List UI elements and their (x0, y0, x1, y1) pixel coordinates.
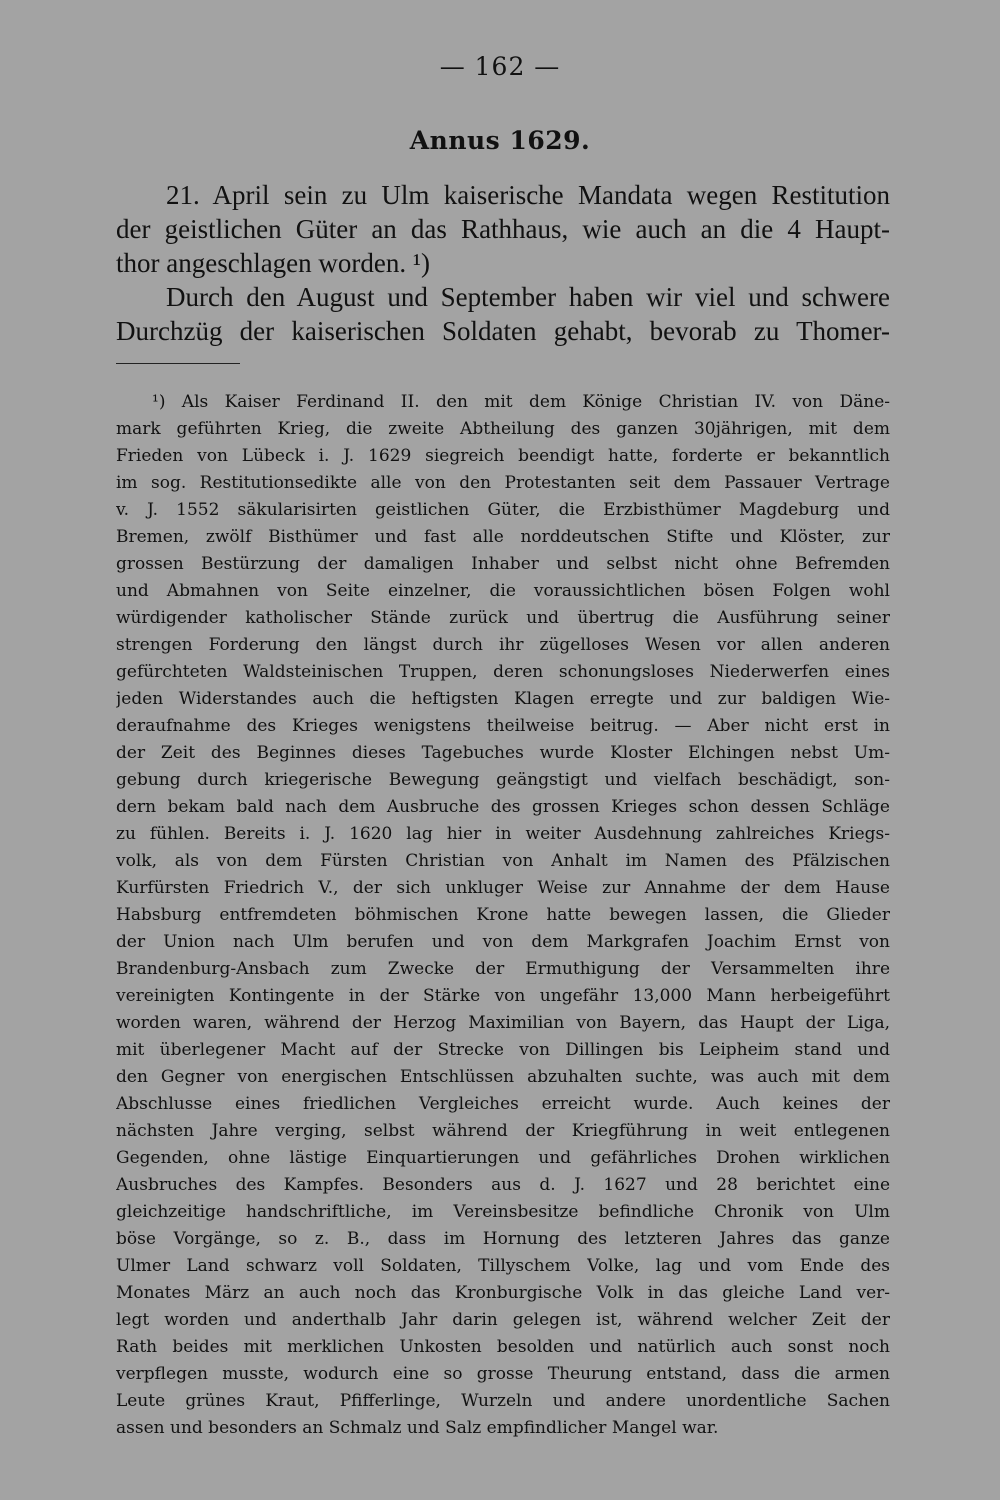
footnote-line: nächsten Jahre verging, selbst während der Kriegführung in weit entlegenen (116, 1121, 890, 1141)
body-line: Durchzüg der kaiserischen Soldaten gehabt, bevorab zu Thomer- (116, 316, 890, 346)
footnote-line: verpflegen musste, wodurch eine so grosse Theurung entstand, dass die armen (116, 1364, 890, 1384)
footnote-line: dern bekam bald nach dem Ausbruche des grossen Krieges schon dessen Schläge (116, 797, 890, 817)
footnote-line: Bremen, zwölf Bisthümer und fast alle norddeutschen Stifte und Klöster, zur (116, 527, 890, 547)
footnote-line: strengen Forderung den längst durch ihr zügelloses Wesen vor allen anderen (116, 635, 890, 655)
footnote-line: Rath beides mit merklichen Unkosten besolden und natürlich auch sonst noch (116, 1337, 890, 1357)
footnote-line: zu fühlen. Bereits i. J. 1620 lag hier in weiter Ausdehnung zahlreiches Kriegs- (116, 824, 890, 844)
footnote-line: Frieden von Lübeck i. J. 1629 siegreich beendigt hatte, forderte er bekanntlich (116, 446, 890, 466)
footnote-line: Leute grünes Kraut, Pfifferlinge, Wurzeln und andere unordentliche Sachen (116, 1391, 890, 1411)
body-line: 21. April sein zu Ulm kaiserische Mandata wegen Restitution (166, 180, 890, 210)
body-text (116, 178, 890, 348)
footnote-line: mit überlegener Macht auf der Strecke von Dillingen bis Leipheim stand und (116, 1040, 890, 1060)
footnote-line: legt worden und anderthalb Jahr darin gelegen ist, während welcher Zeit der (116, 1310, 890, 1330)
footnote-line: und Abmahnen von Seite einzelner, die voraussichtlichen bösen Folgen wohl (116, 581, 890, 601)
footnote-line: Kurfürsten Friedrich V., der sich unkluger Weise zur Annahme der dem Hause (116, 878, 890, 898)
footnote-line: gebung durch kriegerische Bewegung geängstigt und vielfach beschädigt, son- (116, 770, 890, 790)
footnote-line: der Union nach Ulm berufen und von dem Markgrafen Joachim Ernst von (116, 932, 890, 952)
footnote-line: würdigender katholischer Stände zurück und übertrug die Ausführung seiner (116, 608, 890, 628)
footnote-line: gefürchteten Waldsteinischen Truppen, deren schonungsloses Niederwerfen eines (116, 662, 890, 682)
footnote-line: Abschlusse eines friedlichen Vergleiches erreicht wurde. Auch keines der (116, 1094, 890, 1114)
footnote-line: vereinigten Kontingente in der Stärke von ungefähr 13,000 Mann herbeigeführt (116, 986, 890, 1006)
footnote-line: Habsburg entfremdeten böhmischen Krone hatte bewegen lassen, die Glieder (116, 905, 890, 925)
footnote-line: jeden Widerstandes auch die heftigsten Klagen erregte und zur baldigen Wie- (116, 689, 890, 709)
footnote-line: Monates März an auch noch das Kronburgische Volk in das gleiche Land ver- (116, 1283, 890, 1303)
footnote-line: v. J. 1552 säkularisirten geistlichen Güter, die Erzbisthümer Magdeburg und (116, 500, 890, 520)
footnote-line: ¹) Als Kaiser Ferdinand II. den mit dem Könige Christian IV. von Däne- (152, 392, 890, 412)
footnote-line: volk, als von dem Fürsten Christian von Anhalt im Namen des Pfälzischen (116, 851, 890, 871)
footnote-line: grossen Bestürzung der damaligen Inhaber und selbst nicht ohne Befremden (116, 554, 890, 574)
footnote-line: der Zeit des Beginnes dieses Tagebuches wurde Kloster Elchingen nebst Um- (116, 743, 890, 763)
footnote-separator (116, 363, 240, 364)
footnote-line: Gegenden, ohne lästige Einquartierungen und gefährliches Drohen wirklichen (116, 1148, 890, 1168)
footnote-line: im sog. Restitutionsedikte alle von den Protestanten seit dem Passauer Vertrage (116, 473, 890, 493)
footnote-line: gleichzeitige handschriftliche, im Vereinsbesitze befindliche Chronik von Ulm (116, 1202, 890, 1222)
footnote-line: mark geführten Krieg, die zweite Abtheilung des ganzen 30jährigen, mit dem (116, 419, 890, 439)
footnote-line: Ulmer Land schwarz voll Soldaten, Tillyschem Volke, lag und vom Ende des (116, 1256, 890, 1276)
footnote-line: deraufnahme des Krieges wenigstens theilweise beitrug. — Aber nicht erst in (116, 716, 890, 736)
footnote-line: böse Vorgänge, so z. B., dass im Hornung des letzteren Jahres das ganze (116, 1229, 890, 1249)
footnote-line: worden waren, während der Herzog Maximilian von Bayern, das Haupt der Liga, (116, 1013, 890, 1033)
section-heading: Annus 1629. (409, 126, 591, 155)
page-number: — 162 — (439, 52, 561, 81)
body-line: der geistlichen Güter an das Rathhaus, wie auch an die 4 Haupt- (116, 214, 890, 244)
body-line: thor angeschlagen worden. ¹) (116, 248, 430, 278)
footnote-line: Brandenburg-Ansbach zum Zwecke der Ermuthigung der Versammelten ihre (116, 959, 890, 979)
footnote-line: den Gegner von energischen Entschlüssen abzuhalten suchte, was auch mit dem (116, 1067, 890, 1087)
footnote-line: assen und besonders an Schmalz und Salz empfindlicher Mangel war. (116, 1418, 719, 1438)
footnote-line: Ausbruches des Kampfes. Besonders aus d. J. 1627 und 28 berichtet eine (116, 1175, 890, 1195)
body-line: Durch den August und September haben wir viel und schwere (166, 282, 890, 312)
footnote-block (116, 389, 890, 1442)
